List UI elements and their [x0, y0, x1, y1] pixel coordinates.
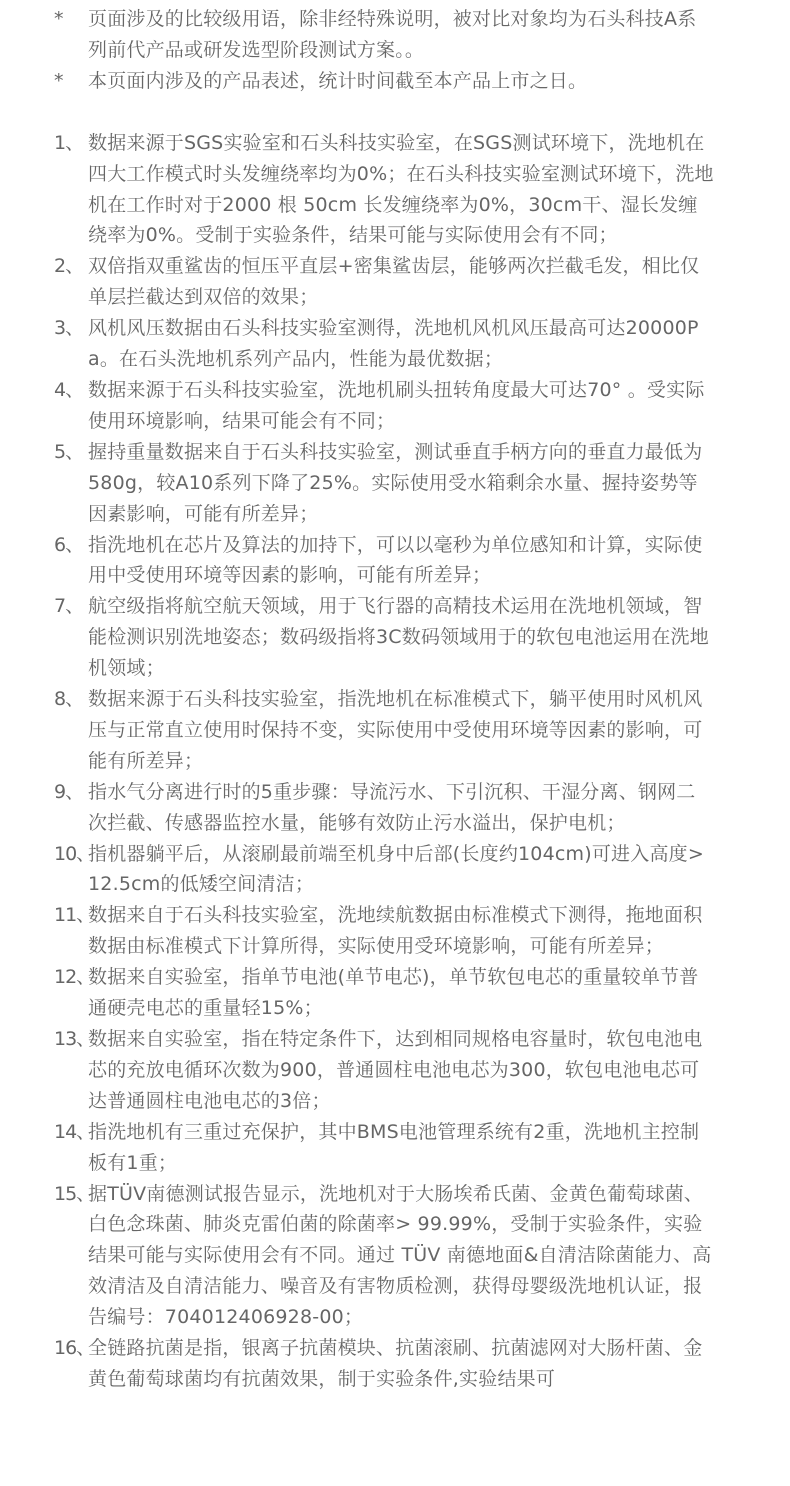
- footnote-item: [54, 777, 714, 839]
- footnote-item: [54, 900, 714, 962]
- note-marker: *: [54, 8, 63, 30]
- footnote-number: 11、: [54, 904, 95, 927]
- disclaimer-list: [54, 4, 714, 1395]
- note-item: [54, 4, 714, 66]
- footnote-item: [54, 1117, 714, 1179]
- footnote-text: 指洗地机有三重过充保护，其中BMS电池管理系统有2重，洗地机主控制板有1重；: [88, 1120, 700, 1174]
- footnote-item: [54, 591, 714, 684]
- note-text: 本页面内涉及的产品表述，统计时间截至本产品上市之日。: [88, 69, 588, 92]
- footnote-text: 双倍指双重鲨齿的恒压平直层+密集鲨齿层，能够两次拦截毛发，相比仅单层拦截达到双倍的效果；: [88, 255, 700, 309]
- footnote-number: 16、: [54, 1337, 95, 1360]
- footnote-text: 数据来源于石头科技实验室，洗地机刷头扭转角度最大可达70° 。受实际使用环境影响，结果可能会有不同；: [88, 378, 705, 432]
- footnote-text: 指水气分离进行时的5重步骤：导流污水、下引沉积、干湿分离、钢网二次拦截、传感器监控水量，能够有效防止污水溢出，保护电机；: [88, 780, 696, 834]
- footnote-text: 数据来源于石头科技实验室，指洗地机在标准模式下，躺平使用时风机风压与正常直立使用时保持不变，实际使用中受使用环境等因素的影响，可能有所差异；: [88, 688, 703, 772]
- note-text: 页面涉及的比较级用语，除非经特殊说明，被对比对象均为石头科技A系列前代产品或研发选型阶段测试方案。。: [88, 8, 697, 61]
- footnote-item: [54, 962, 714, 1024]
- footnote-text: 数据来自于石头科技实验室，洗地续航数据由标准模式下测得，拖地面积数据由标准模式下计算所得，实际使用受环境影响，可能有所差异；: [88, 904, 703, 958]
- footnote-number: 10、: [54, 842, 95, 865]
- footnote-item: [54, 251, 714, 313]
- footnote-item: [54, 530, 714, 592]
- footnote-number: 1、: [54, 131, 84, 154]
- footnote-number: 5、: [54, 440, 84, 463]
- note-item: [54, 66, 714, 97]
- footnote-item: [54, 128, 714, 252]
- footnote-number: 2、: [54, 255, 84, 278]
- footnote-number: 4、: [54, 378, 84, 401]
- footnote-text: 全链路抗菌是指，银离子抗菌模块、抗菌滚刷、抗菌滤网对大肠杆菌、金黄色葡萄球菌均有抗菌效果，制于实验条件,实验结果可: [88, 1337, 703, 1390]
- footnote-number: 3、: [54, 317, 84, 340]
- footnote-item: [54, 375, 714, 437]
- section-gap: [54, 97, 714, 128]
- footnote-item: [54, 313, 714, 375]
- footnote-item: [54, 684, 714, 777]
- footnote-number: 15、: [54, 1182, 95, 1205]
- footnote-text: 握持重量数据来自于石头科技实验室，测试垂直手柄方向的垂直力最低为 580g，较A10系列下降了25%。实际使用受水箱剩余水量、握持姿势等因素影响，可能有所差异；: [88, 440, 703, 525]
- footnote-text: 数据来自实验室，指单节电池(单节电芯)，单节软包电芯的重量较单节普通硬壳电芯的重量轻15%；: [88, 966, 699, 1020]
- footnote-number: 8、: [54, 688, 84, 711]
- footnote-number: 7、: [54, 595, 84, 618]
- footnote-text: 航空级指将航空航天领域，用于飞行器的高精技术运用在洗地机领域，智能检测识别洗地姿态；数码级指将3C数码领域用于的软包电池运用在洗地机领域；: [88, 595, 709, 680]
- footnote-number: 14、: [54, 1120, 95, 1143]
- footnote-text: 指洗地机在芯片及算法的加持下，可以以毫秒为单位感知和计算，实际使用中受使用环境等因素的影响，可能有所差异；: [88, 533, 703, 587]
- footnote-number: 9、: [54, 780, 84, 803]
- note-marker: *: [54, 69, 63, 92]
- footnote-number: 6、: [54, 533, 84, 556]
- footnote-item: [54, 1179, 714, 1334]
- footnote-text: 风机风压数据由石头科技实验室测得，洗地机风机风压最高可达20000Pa。在石头洗地机系列产品内，性能为最优数据；: [88, 317, 699, 371]
- footnote-text: 据TÜV南德测试报告显示，洗地机对于大肠埃希氏菌、金黄色葡萄球菌、白色念珠菌、肺炎克雷伯菌的除菌率> 99.99%，受制于实验条件，实验结果可能与实际使用会有不同。通过 TÜV 南德地面&自清洁除菌能力、高效清洁及自清洁能力、噪音及有害物质检测，获得母婴级洗地机认证，报告编号：704012406928-00；: [88, 1182, 712, 1329]
- footnote-item: [54, 1024, 714, 1117]
- footnote-item: [54, 1333, 714, 1395]
- footnote-text: 指机器躺平后，从滚刷最前端至机身中后部(长度约104cm)可进入高度>12.5cm的低矮空间清洁；: [88, 842, 704, 896]
- footnote-text: 数据来源于SGS实验室和石头科技实验室，在SGS测试环境下，洗地机在四大工作模式时头发缠绕率均为0%；在石头科技实验室测试环境下，洗地机在工作时对于2000 根 50cm 长发缠绕率为0%，30cm干、湿长发缠绕率为0%。受制于实验条件，结果可能与实际使用会有不同；: [88, 131, 714, 247]
- footnote-item: [54, 839, 714, 901]
- footnote-item: [54, 437, 714, 530]
- footnote-number: 13、: [54, 1028, 95, 1050]
- footnote-number: 12、: [54, 966, 95, 989]
- footnote-text: 数据来自实验室，指在特定条件下，达到相同规格电容量时，软包电池电芯的充放电循环次数为900，普通圆柱电池电芯为300，软包电池电芯可达普通圆柱电池电芯的3倍；: [88, 1028, 703, 1112]
